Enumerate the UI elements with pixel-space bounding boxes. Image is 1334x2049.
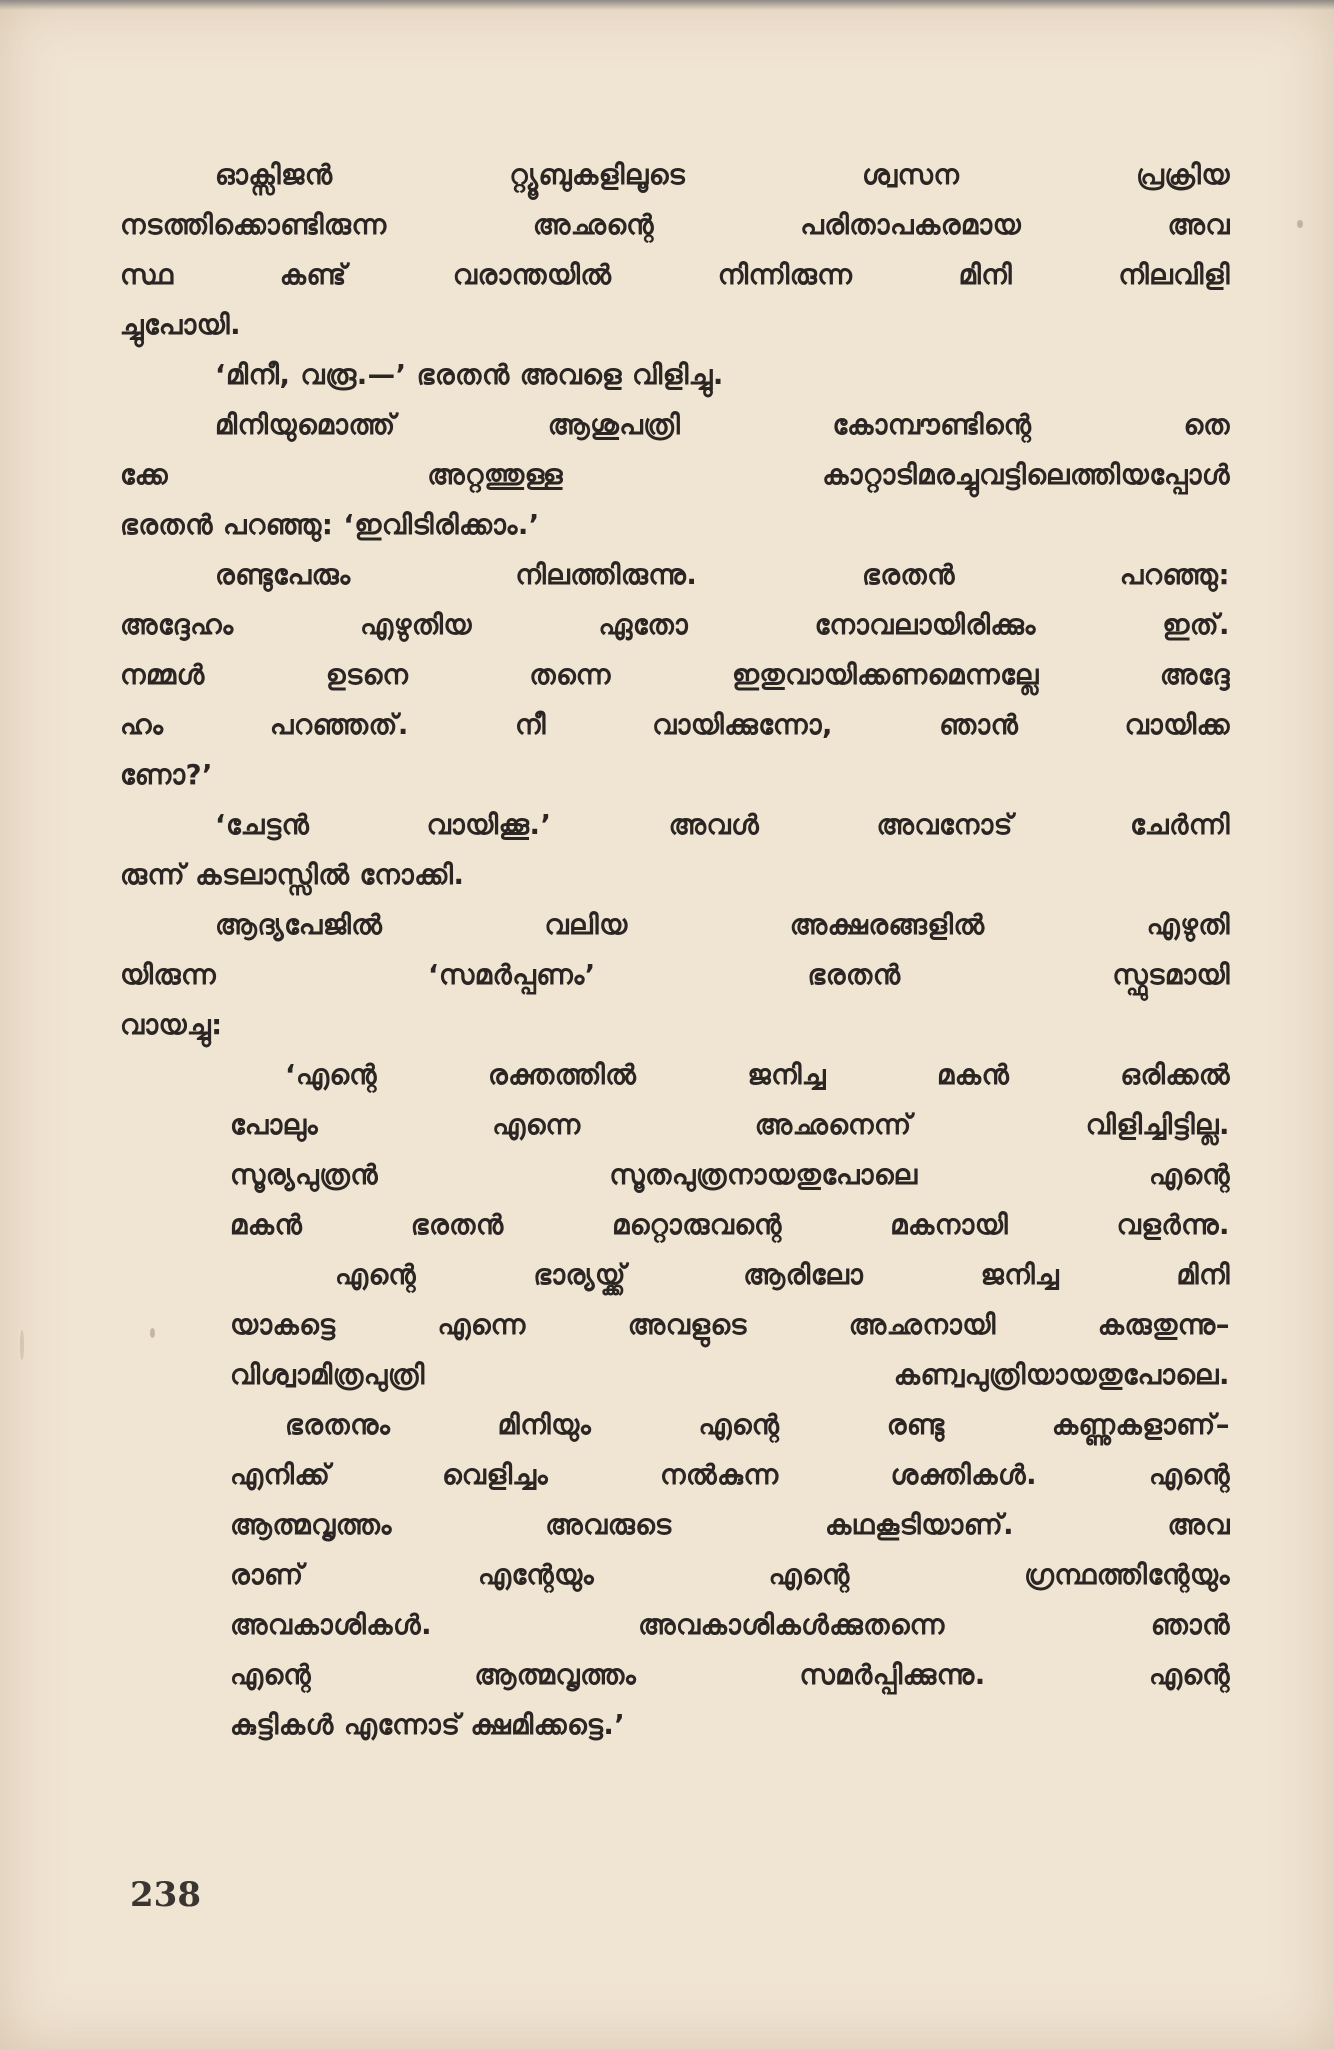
text-line: രാണ് എന്റേയും എന്റെ ഗ്രന്ഥത്തിന്റേയും [230,1559,1230,1591]
text-line: യാകട്ടെ എന്നെ അവളുടെ അഛനായി കരുതുന്നു– [230,1309,1230,1341]
text-line: യിരുന്ന ‘സമർപ്പണം’ ഭരതൻ സ്ഫുടമായി [120,959,1230,991]
paragraph [120,400,1230,550]
text-line: ‘എന്റെ രക്തത്തിൽ ജനിച്ച മകൻ ഒരിക്കൽ [285,1059,1230,1091]
text-line: ച്ചുപോയി. [120,309,242,341]
dedication-quote [120,1050,1230,1750]
paper-spot [20,1330,24,1360]
text-line: ക്കേ അറ്റത്തുള്ള കാറ്റാടിമരച്ചുവട്ടിലെത്തിയപ്പോൾ [120,459,1230,491]
text-line: നമ്മൾ ഉടനെ തന്നെ ഇതുവായിക്കണമെന്നല്ലേ അദ്ദേ [120,659,1230,691]
quote-paragraph [120,1400,1230,1750]
text-line: സൂര്യപുത്രൻ സൂതപുത്രനായതുപോലെ എന്റെ [230,1159,1230,1191]
paragraph [120,550,1230,800]
paragraph [120,800,1230,900]
text-line: എനിക്ക് വെളിച്ചം നൽകുന്ന ശക്തികൾ. എന്റെ [230,1459,1230,1491]
text-line: മകൻ ഭരതൻ മറ്റൊരുവന്റെ മകനായി വളർന്നു. [230,1209,1230,1241]
text-line: രണ്ടുപേരും നിലത്തിരുന്നു. ഭരതൻ പറഞ്ഞു: [215,559,1230,591]
page-number: 238 [130,1875,201,1915]
text-line: ഭരതനും മിനിയും എന്റെ രണ്ടു കണ്ണുകളാണ്– [285,1409,1230,1441]
quote-paragraph [120,1050,1230,1250]
text-line: വിശ്വാമിത്രപുത്രി കണ്വപുത്രിയായതുപോലെ. [230,1359,1230,1391]
text-line: ആത്മവൃത്തം അവരുടെ കഥകൂടിയാണ്. അവ [230,1509,1230,1541]
text-line: വായച്ചു: [120,1009,223,1041]
body-text [120,150,1230,1750]
text-line: രുന്ന് കടലാസ്സിൽ നോക്കി. [120,859,465,891]
text-line: എന്റെ ആത്മവൃത്തം സമർപ്പിക്കുന്നു. എന്റെ [230,1659,1230,1691]
paper-spot [1297,220,1303,228]
page-top-edge [0,0,1334,10]
text-line: ഓക്സിജൻ റ്റ്യൂബുകളിലൂടെ ശ്വസന പ്രക്രിയ [215,159,1230,191]
text-line: കുട്ടികൾ എന്നോട് ക്ഷമിക്കട്ടെ.’ [230,1709,626,1741]
text-line: ‘ചേട്ടൻ വായിക്കൂ.’ അവൾ അവനോട് ചേർന്നി [215,809,1230,841]
text-line: പോലും എന്നെ അഛനെന്ന് വിളിച്ചിട്ടില്ല. [230,1109,1230,1141]
paragraph [120,150,1230,350]
text-line: അവകാശികൾ. അവകാശികൾക്കുതന്നെ ഞാൻ [230,1609,1230,1641]
text-line: ഹം പറഞ്ഞത്. നീ വായിക്കുന്നോ, ഞാൻ വായിക്ക [120,709,1230,741]
text-line: ണോ?’ [120,759,213,791]
paragraph [120,350,1230,400]
text-line: അദ്ദേഹം എഴുതിയ ഏതോ നോവലായിരിക്കും ഇത്. [120,609,1230,641]
paragraph [120,900,1230,1050]
text-line: സ്ഥ കണ്ട് വരാന്തയിൽ നിന്നിരുന്ന മിനി നിലവിളി [120,259,1230,291]
text-line: ഭരതൻ പറഞ്ഞു: ‘ഇവിടിരിക്കാം.’ [120,509,540,541]
text-line: നടത്തിക്കൊണ്ടിരുന്ന അഛന്റെ പരിതാപകരമായ അവ [120,209,1230,241]
text-line: ആദ്യപേജിൽ വലിയ അക്ഷരങ്ങളിൽ എഴുതി [215,909,1230,941]
text-line: മിനിയുമൊത്ത് ആശുപത്രി കോമ്പൗണ്ടിന്റെ തെ [215,409,1230,441]
text-line: ‘മിനീ, വരൂ.—’ ഭരതൻ അവളെ വിളിച്ചു. [215,359,724,391]
quote-paragraph [120,1250,1230,1400]
text-line: എന്റെ ഭാര്യയ്ക്ക് ആരിലോ ജനിച്ച മിനി [335,1259,1230,1291]
